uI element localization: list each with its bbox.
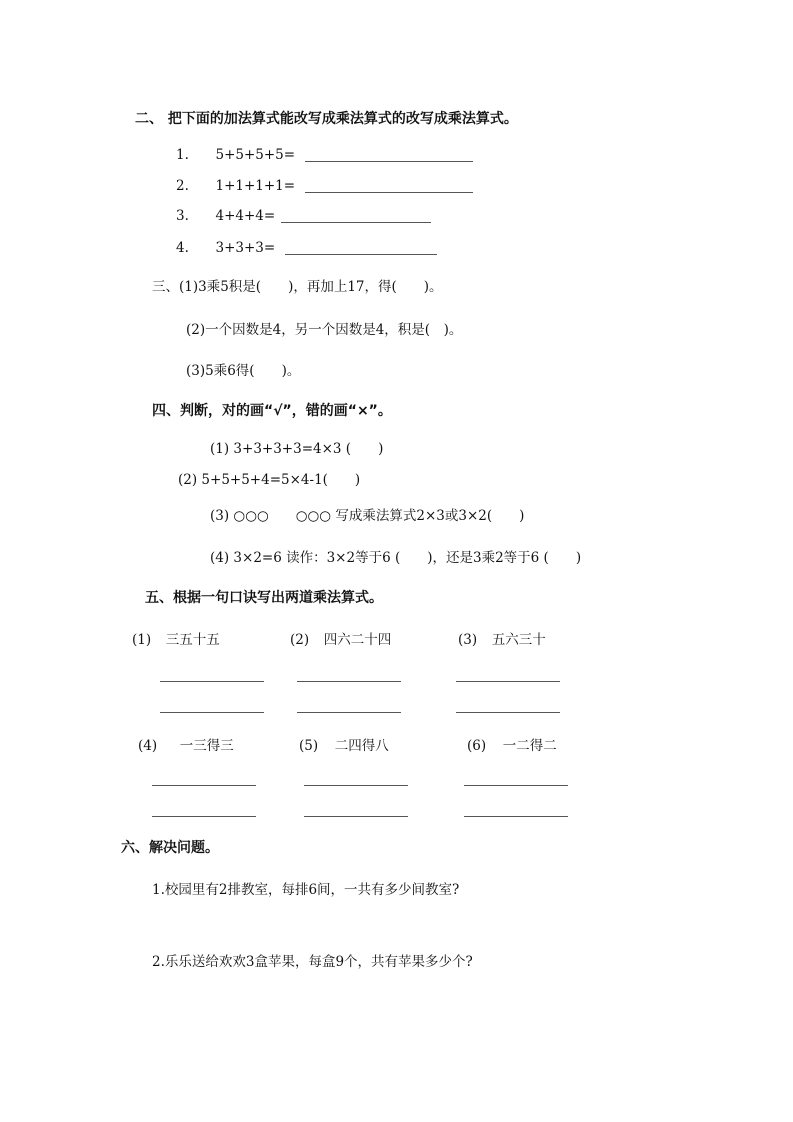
s5-item-2 [290, 628, 391, 648]
s5-item-5-text: 二四得八 [334, 738, 389, 754]
s5-item-6-num: (6) [467, 738, 487, 754]
s5-item-3-text: 五六三十 [491, 632, 546, 648]
s2-item-4-answer-blank[interactable] [285, 240, 437, 255]
s5-item-2-text: 四六二十四 [323, 632, 392, 648]
section-6-title: 六、解决问题。 [121, 840, 219, 856]
s5-item-2-num: (2) [290, 632, 310, 648]
s2-item-3-expr: 4+4+4= [215, 208, 276, 224]
s6-question-1: 1.校园里有2排教室，每排6间，一共有多少间教室? [152, 882, 460, 898]
s3-question-1: 三、(1)3乘5积是( )，再加上17，得( )。 [152, 279, 443, 295]
s2-item-4-expr: 3+3+3= [215, 240, 276, 256]
s5-item-6-answer-line-2[interactable] [464, 816, 568, 817]
s4-question-3: (3) ○○○ ○○○ 写成乘法算式2×3或3×2( ) [210, 508, 525, 524]
s2-item-3 [176, 208, 431, 224]
s5-item-4-answer-line-1[interactable] [152, 785, 256, 786]
s5-item-5-answer-line-1[interactable] [304, 785, 408, 786]
s2-item-4-num: 4. [176, 240, 189, 256]
s5-item-3-answer-line-2[interactable] [456, 712, 560, 713]
section-4-title: 四、判断，对的画“√”，错的画“×”。 [152, 403, 392, 419]
s5-item-3-answer-line-1[interactable] [456, 681, 560, 682]
s2-item-1 [176, 147, 473, 163]
s5-item-2-answer-line-1[interactable] [297, 681, 401, 682]
s5-item-1-answer-line-2[interactable] [160, 712, 264, 713]
s3-question-3: (3)5乘6得( )。 [186, 363, 301, 379]
s5-item-1-text: 三五十五 [165, 632, 220, 648]
s2-item-2-expr: 1+1+1+1= [215, 178, 296, 194]
s2-item-1-num: 1. [176, 147, 189, 163]
section-2-title: 二、 把下面的加法算式能改写成乘法算式的改写成乘法算式。 [135, 111, 518, 127]
s5-item-1 [132, 628, 220, 648]
s5-item-6 [467, 734, 557, 754]
s6-question-2: 2.乐乐送给欢欢3盒苹果，每盒9个，共有苹果多少个? [152, 954, 473, 970]
s5-item-1-answer-line-1[interactable] [160, 681, 264, 682]
s5-item-6-text: 一二得二 [502, 738, 557, 754]
s4-question-1: (1) 3+3+3+3=4×3 ( ) [210, 441, 384, 457]
s3-question-2: (2)一个因数是4，另一个因数是4，积是( )。 [186, 322, 463, 338]
s2-item-1-expr: 5+5+5+5= [215, 147, 296, 163]
s4-question-2: (2) 5+5+5+4=5×4-1( ) [178, 472, 361, 488]
s5-item-4-answer-line-2[interactable] [152, 816, 256, 817]
s5-item-5 [299, 734, 389, 754]
s2-item-2-answer-blank[interactable] [305, 178, 473, 193]
s5-item-4-num: (4) [138, 738, 158, 754]
s5-item-6-answer-line-1[interactable] [464, 785, 568, 786]
s4-question-4: (4) 3×2=6 读作：3×2等于6 ( )，还是3乘2等于6 ( ) [210, 550, 582, 566]
s2-item-3-num: 3. [176, 208, 189, 224]
s5-item-5-num: (5) [299, 738, 319, 754]
s2-item-4 [176, 240, 437, 256]
s2-item-2-num: 2. [176, 178, 189, 194]
s5-item-1-num: (1) [132, 632, 152, 648]
s2-item-1-answer-blank[interactable] [305, 147, 473, 162]
s2-item-2 [176, 178, 473, 194]
s5-item-2-answer-line-2[interactable] [297, 712, 401, 713]
s2-item-3-answer-blank[interactable] [281, 208, 431, 223]
section-5-title: 五、根据一句口诀写出两道乘法算式。 [145, 590, 383, 606]
s5-item-4 [138, 734, 234, 754]
s5-item-5-answer-line-2[interactable] [304, 816, 408, 817]
s5-item-3-num: (3) [458, 632, 478, 648]
s5-item-3 [458, 628, 546, 648]
s5-item-4-text: 一三得三 [179, 738, 234, 754]
